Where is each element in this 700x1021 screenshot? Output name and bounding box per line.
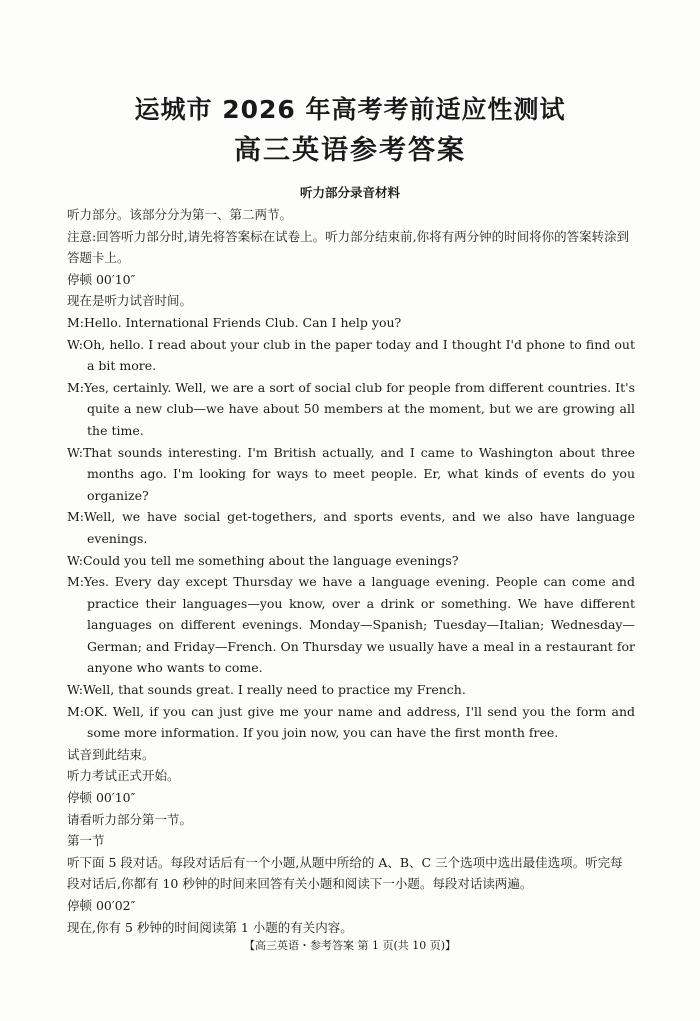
- pause-marker: 停顿 00′10″: [67, 271, 136, 287]
- section-title: 听力部分录音材料: [299, 185, 400, 200]
- dialogue-line: W:That sounds interesting. I'm British actually, and I came to Washington about three months ago. I'm looking for ways to meet people. Er, what kinds of events do you organize?: [67, 444, 635, 503]
- paragraph: 听下面 5 段对话。每段对话后有一个小题,从题中所给的 A、B、C 三个选项中选出最佳选项。听完每段对话后,你都有 10 秒钟的时间来回答有关小题和阅读下一小题。每段对话读两遍。: [67, 854, 623, 892]
- exam-title: 运城市 2026 年高考考前适应性测试: [134, 95, 566, 124]
- page-footer: 【高三英语・参考答案 第 1 页(共 10 页)】: [243, 939, 457, 952]
- dialogue-line: M:Yes. Every day except Thursday we have a language evening. People can come and practice their languages—you know, over a drink or something. We have different languages on different evenings. Monday—Spanish; Tuesday—Italian; Wednesday—German; and Friday—French. On Thursday we usually have a meal in a restaurant for anyone who wants to come.: [67, 574, 635, 676]
- dialogue-line: M:OK. Well, if you can just give me your name and address, I'll send you the form and some more information. If you join now, you can have the first month free.: [67, 703, 635, 741]
- dialogue-line: W:Oh, hello. I read about your club in the paper today and I thought I'd phone to find out a bit more.: [67, 336, 635, 374]
- paragraph: 听力部分。该部分分为第一、第二两节。: [67, 207, 293, 222]
- paragraph: 请看听力部分第一节。: [67, 811, 193, 827]
- dialogue-line: W:Could you tell me something about the language evenings?: [67, 552, 459, 568]
- paragraph: 试音到此结束。: [67, 746, 155, 762]
- section-label: 第一节: [67, 833, 105, 849]
- dialogue-line: M:Hello. International Friends Club. Can I help you?: [67, 314, 402, 330]
- pause-marker: 停顿 00′10″: [67, 790, 136, 806]
- dialogue-line: M:Yes, certainly. Well, we are a sort of social club for people from different countries. It's quite a new club—we have about 50 members at the moment, but we are growing all the time.: [67, 379, 635, 438]
- paragraph: 注意:回答听力部分时,请先将答案标在试卷上。听力部分结束前,你将有两分钟的时间将你的答案转涂到答题卡上。: [67, 228, 630, 266]
- paragraph: 听力考试正式开始。: [67, 768, 180, 784]
- transcript-body: [67, 204, 635, 938]
- paragraph: 现在是听力试音时间。: [67, 293, 193, 309]
- paragraph: 现在,你有 5 秒钟的时间阅读第 1 小题的有关内容。: [67, 919, 353, 935]
- answer-key-title: 高三英语参考答案: [234, 135, 466, 166]
- pause-marker: 停顿 00′02″: [67, 898, 136, 913]
- dialogue-line: M:Well, we have social get-togethers, and sports events, and we also have language evenings.: [67, 509, 635, 546]
- dialogue-line: W:Well, that sounds great. I really need to practice my French.: [67, 682, 466, 698]
